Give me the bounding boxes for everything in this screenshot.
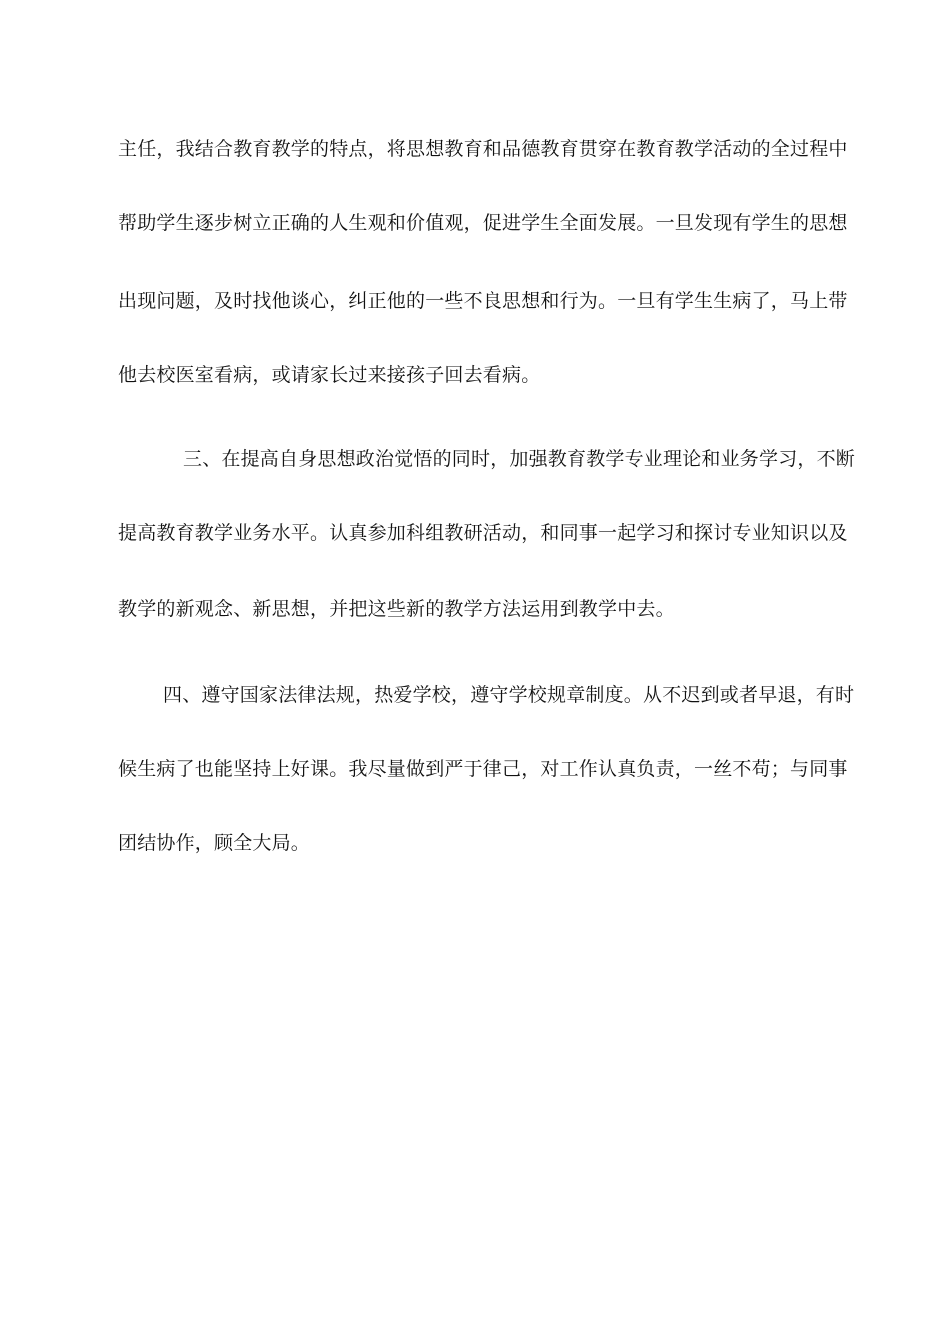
paragraph-2-line-3: 教学的新观念、新思想，并把这些新的教学方法运用到教学中去。 [118,598,675,620]
paragraph-2-line-2: 提高教育教学业务水平。认真参加科组教研活动，和同事一起学习和探讨专业知识以及 [118,522,848,544]
paragraph-2-line-1: 三、在提高自身思想政治觉悟的同时，加强教育教学专业理论和业务学习，不断 [183,448,856,470]
paragraph-3-line-1: 四、遵守国家法律法规，热爱学校，遵守学校规章制度。从不迟到或者早退，有时 [163,684,855,706]
paragraph-1-line-1: 主任，我结合教育教学的特点，将思想教育和品德教育贯穿在教育教学活动的全过程中 [118,138,848,160]
paragraph-1-line-4: 他去校医室看病，或请家长过来接孩子回去看病。 [118,364,541,386]
paragraph-3-line-3: 团结协作，顾全大局。 [118,832,311,854]
paragraph-3-line-2: 候生病了也能坚持上好课。我尽量做到严于律己，对工作认真负责，一丝不苟；与同事 [118,758,848,780]
paragraph-1-line-3: 出现问题，及时找他谈心，纠正他的一些不良思想和行为。一旦有学生生病了，马上带 [118,290,848,312]
paragraph-1-line-2: 帮助学生逐步树立正确的人生观和价值观，促进学生全面发展。一旦发现有学生的思想 [118,212,848,234]
